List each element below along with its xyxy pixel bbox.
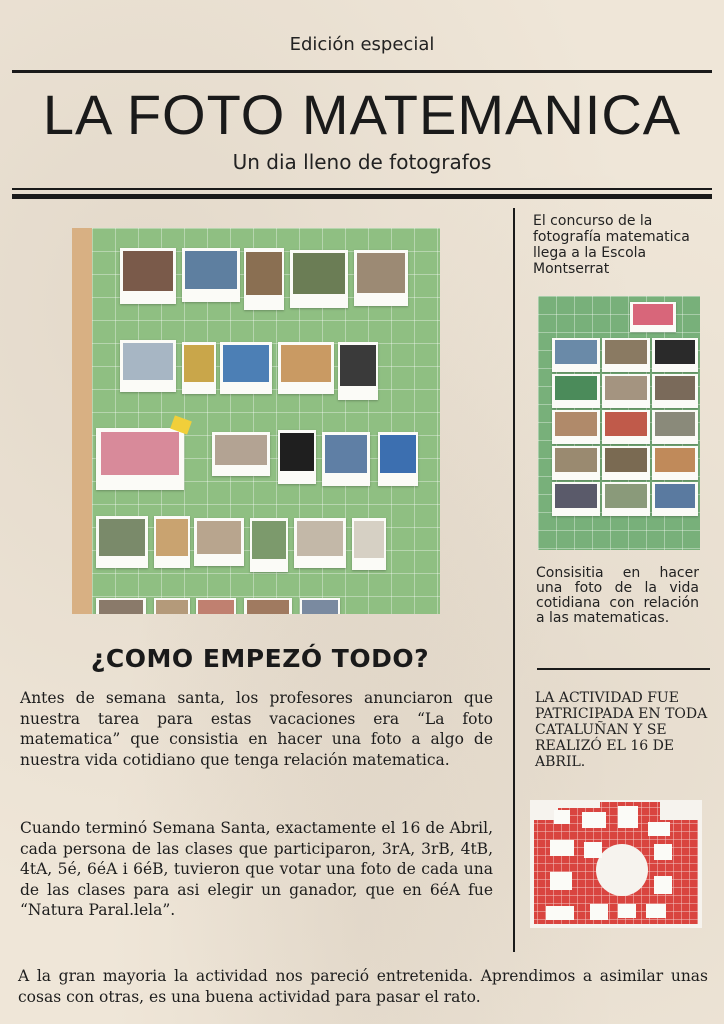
polaroid bbox=[552, 374, 600, 408]
polaroid bbox=[552, 410, 600, 444]
column-divider bbox=[513, 208, 515, 952]
header-rule-thin bbox=[12, 188, 712, 190]
polaroid bbox=[278, 430, 316, 484]
polaroid bbox=[250, 518, 288, 572]
polaroid bbox=[652, 374, 698, 408]
polaroid bbox=[602, 446, 650, 480]
polaroid bbox=[652, 410, 698, 444]
newspaper-subtitle: Un dia lleno de fotografos bbox=[232, 150, 492, 174]
polaroid bbox=[602, 410, 650, 444]
polaroid bbox=[602, 338, 650, 372]
edition-label: Edición especial bbox=[289, 34, 435, 55]
polaroid bbox=[354, 250, 408, 306]
polaroid bbox=[196, 598, 236, 614]
polaroid bbox=[552, 338, 600, 372]
polaroid bbox=[552, 446, 600, 480]
article-paragraph-3: A la gran mayoria la actividad nos pareció entretenida. Aprendimos a asimilar unas cosas con otras, es una buena actividad para pasar el rato. bbox=[18, 967, 708, 1006]
polaroid bbox=[96, 598, 146, 614]
polaroid bbox=[120, 248, 176, 304]
article-paragraph-2: Cuando terminó Semana Santa, exactamente el 16 de Abril, cada persona de las clases que participaron, 3rA, 3rB, 4tB, 4tA, 5é, 6éA i 6éB, tuvieron que votar una foto de cada una de las clases para asi elegir un ganador, que en 6éA fue “Natura Paral.lela”. bbox=[20, 819, 493, 919]
camera-mosaic-photo bbox=[530, 800, 702, 928]
polaroid bbox=[244, 598, 292, 614]
top-rule bbox=[12, 70, 712, 73]
polaroid bbox=[552, 482, 600, 516]
polaroid bbox=[602, 374, 650, 408]
polaroid bbox=[154, 598, 190, 614]
polaroid bbox=[652, 482, 698, 516]
polaroid bbox=[338, 342, 378, 400]
polaroid bbox=[182, 248, 240, 302]
polaroid bbox=[154, 516, 190, 568]
polaroid bbox=[630, 302, 676, 332]
polaroid bbox=[322, 432, 370, 486]
newspaper-title: LA FOTO MATEMANICA bbox=[42, 83, 682, 146]
article-paragraph-1: Antes de semana santa, los profesores anunciaron que nuestra tarea para estas vacaciones era “La foto matematica” que consistia en hacer una foto a algo de nuestra vida cotidiano que tenga relación matematica. bbox=[20, 689, 493, 769]
sidebar-intro: El concurso de la fotografía matematica llega a la Escola Montserrat bbox=[533, 213, 690, 277]
sidebar-divider bbox=[537, 668, 710, 670]
polaroid bbox=[652, 446, 698, 480]
header-rule-thick bbox=[12, 194, 712, 199]
polaroid bbox=[96, 516, 148, 568]
polaroid bbox=[652, 338, 698, 372]
polaroid bbox=[96, 428, 184, 490]
polaroid bbox=[278, 342, 334, 394]
sidebar-note: LA ACTIVIDAD FUE PATRICIPADA EN TODA CATALUÑAN Y SE REALIZÓ EL 16 DE ABRIL. bbox=[535, 690, 708, 770]
polaroid bbox=[352, 518, 386, 570]
polaroid bbox=[300, 598, 340, 614]
polaroid bbox=[378, 432, 418, 486]
sidebar-photo-grid bbox=[538, 296, 700, 550]
article-heading: ¿COMO EMPEZÓ TODO? bbox=[90, 644, 430, 673]
polaroid bbox=[220, 342, 272, 394]
polaroid bbox=[244, 248, 284, 310]
main-photo-polaroid-wall bbox=[72, 228, 440, 614]
polaroid bbox=[182, 342, 216, 394]
polaroid bbox=[602, 482, 650, 516]
polaroid bbox=[294, 518, 346, 568]
polaroid bbox=[120, 340, 176, 392]
polaroid bbox=[290, 250, 348, 308]
sidebar-description: Consisitia en hacer una foto de la vida cotidiana con relación a las matematicas. bbox=[536, 565, 699, 626]
polaroid bbox=[212, 432, 270, 476]
polaroid bbox=[194, 518, 244, 566]
